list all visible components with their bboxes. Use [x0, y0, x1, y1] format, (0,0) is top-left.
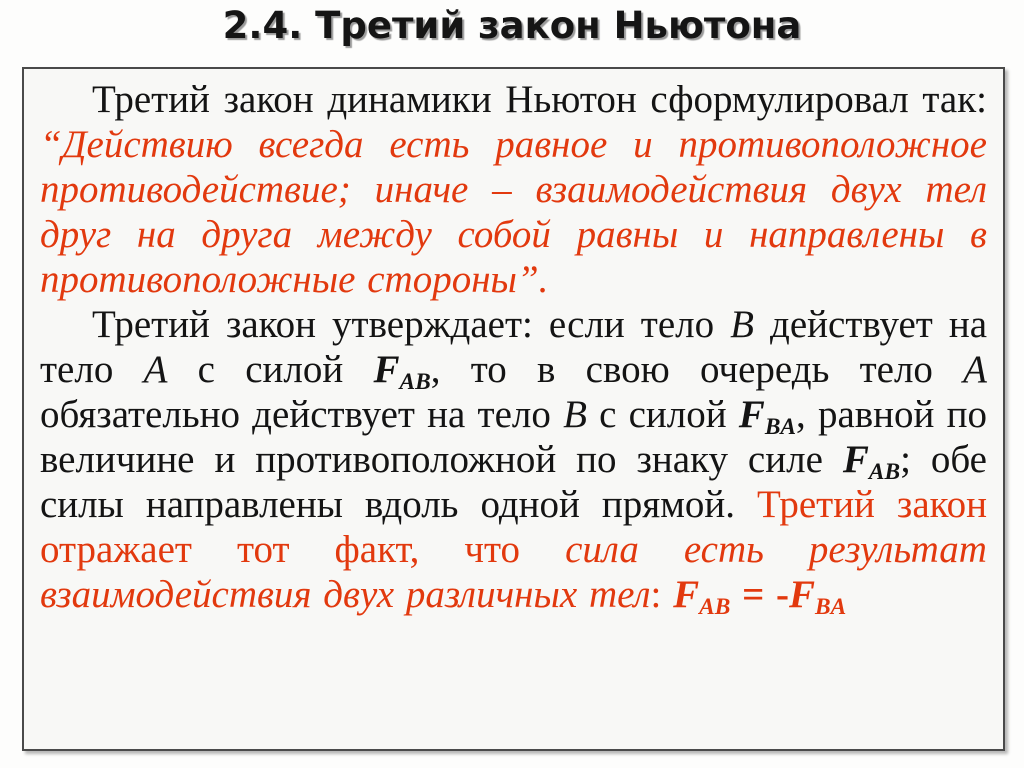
text-run: $F_{BA}$ [789, 573, 847, 620]
text-run: $F_{BA}$ [738, 393, 797, 440]
text-run: : [650, 573, 674, 616]
text-run: B [563, 393, 587, 436]
force-subscript: AB [399, 368, 431, 395]
text-run: A [143, 348, 168, 391]
paragraph [40, 77, 987, 302]
slide-title: 2.4. Третий закон Ньютона [222, 4, 802, 47]
text-run: “Действию всегда есть равное и противоположное противодействие; иначе – взаимодействия двух тел друг на друга между собой равны и направлены в противоположные стороны”. [40, 123, 987, 301]
text-run: Третий закон динамики Ньютон сформулировал так: [92, 78, 987, 121]
text-run: обязательно действует на тело [40, 393, 564, 436]
text-run: действует на тело [40, 303, 987, 391]
text-run: ; обе силы направлены вдоль одной прямой. [40, 438, 987, 526]
text-run: сила есть результат взаимодействия двух различных тел [40, 528, 987, 616]
force-subscript: AB [868, 458, 901, 485]
force-subscript: BA [764, 413, 797, 440]
text-run: Третий закон отражает тот факт, что [40, 483, 987, 571]
text-box-content [40, 77, 987, 620]
text-run: $F_{AB}$ [842, 438, 901, 485]
text-run: , равной по величине и противоположной по знаку силе [40, 393, 987, 481]
text-run: с силой [167, 348, 374, 391]
text-content-box [22, 67, 1005, 751]
text-run: A [963, 348, 987, 391]
text-run: $F_{AB}$ [673, 573, 731, 620]
text-run: = - [730, 573, 790, 616]
text-run: , то в свою очередь тело [430, 348, 964, 391]
text-run: Третий закон утверждает: если тело [92, 303, 731, 346]
force-subscript: AB [699, 593, 731, 620]
paragraph [40, 302, 987, 620]
text-run: $F_{AB}$ [373, 348, 431, 395]
force-subscript: BA [815, 593, 847, 620]
text-run: B [730, 303, 754, 346]
text-run: с силой [586, 393, 739, 436]
